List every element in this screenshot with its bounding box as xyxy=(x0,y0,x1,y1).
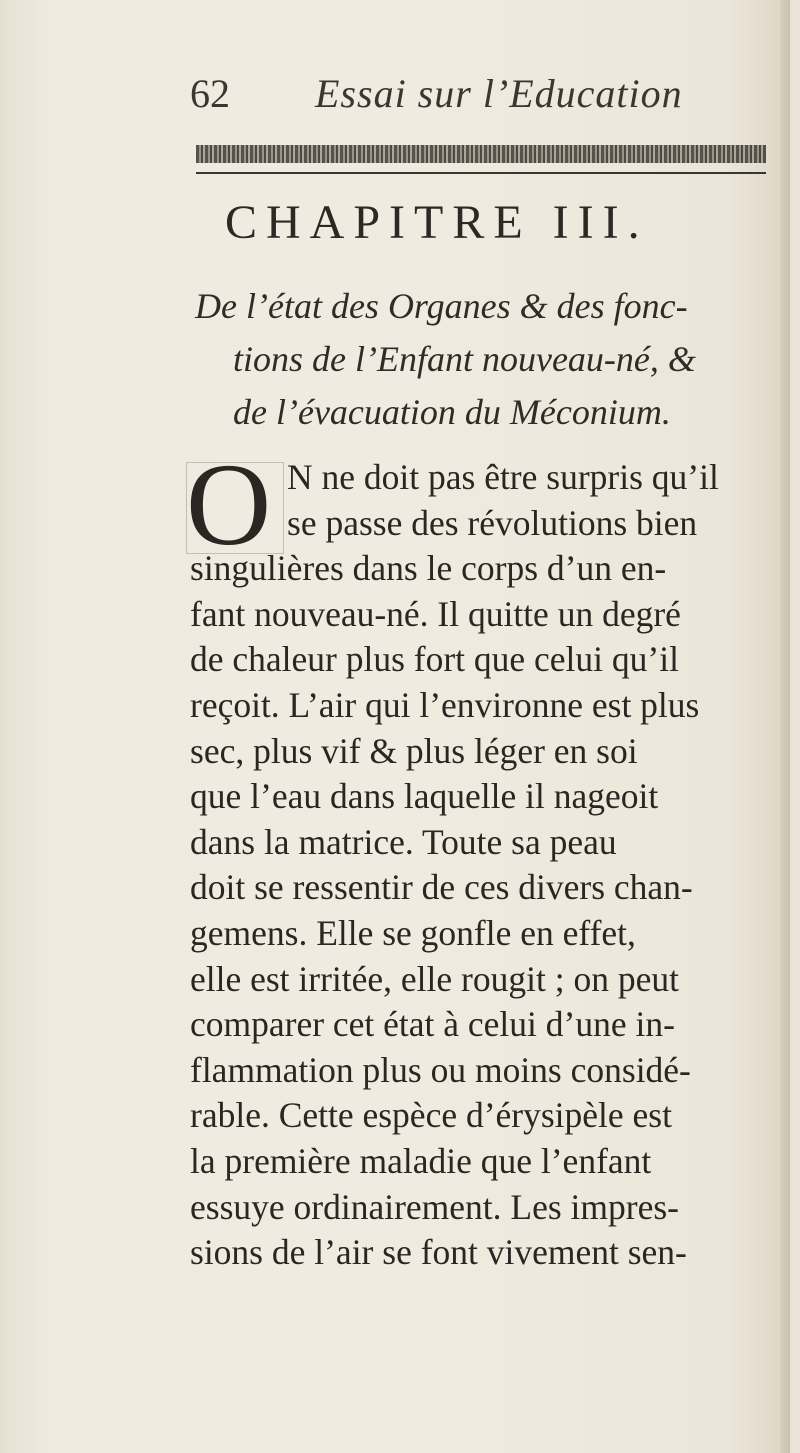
chapter-subtitle xyxy=(195,280,785,439)
text-line: rable. Cette espèce d’érysipèle est xyxy=(190,1095,672,1136)
text-line: de chaleur plus fort que celui qu’il xyxy=(190,639,679,680)
text-line: reçoit. L’air qui l’environne est plus xyxy=(190,684,700,725)
text-line: singulières dans le corps d’un en- xyxy=(190,548,667,589)
ornamental-band xyxy=(196,145,766,163)
text-line: comparer cet état à celui d’une in- xyxy=(190,1004,675,1045)
text-line: que l’eau dans laquelle il nageoit xyxy=(190,776,659,817)
text-line: essuye ordinairement. Les impres- xyxy=(190,1186,679,1227)
text-line: sions de l’air se font vivement sen- xyxy=(190,1232,687,1273)
text-line: dans la matrice. Toute sa peau xyxy=(190,821,617,862)
drop-cap: O xyxy=(186,439,272,570)
running-head xyxy=(190,70,750,130)
text-line: sec, plus vif & plus léger en soi xyxy=(190,730,638,771)
subtitle-line: tions de l’Enfant nouveau-né, & xyxy=(233,339,696,379)
text-line: la première maladie que l’enfant xyxy=(190,1140,652,1181)
page-number: 62 xyxy=(190,71,230,116)
subtitle-line: De l’état des Organes & des fonc- xyxy=(195,286,688,326)
text-line: gemens. Elle se gonfle en effet, xyxy=(190,912,636,953)
text-line: N ne doit pas être surpris qu’il xyxy=(287,457,719,497)
text-line: fant nouveau-né. Il quitte un degré xyxy=(190,593,681,634)
body-text xyxy=(190,455,790,1276)
running-title: Essai sur l’Education xyxy=(315,71,683,116)
subtitle-line: de l’évacuation du Méconium. xyxy=(233,392,671,432)
text-line: flammation plus ou moins considé- xyxy=(190,1049,691,1090)
text-line: elle est irritée, elle rougit ; on peut xyxy=(190,958,679,999)
text-line: doit se ressentir de ces divers chan- xyxy=(190,867,693,908)
chapter-heading: CHAPITRE III. xyxy=(225,196,649,249)
text-line: se passe des révolutions bien xyxy=(287,502,698,543)
horizontal-rule xyxy=(196,172,766,174)
